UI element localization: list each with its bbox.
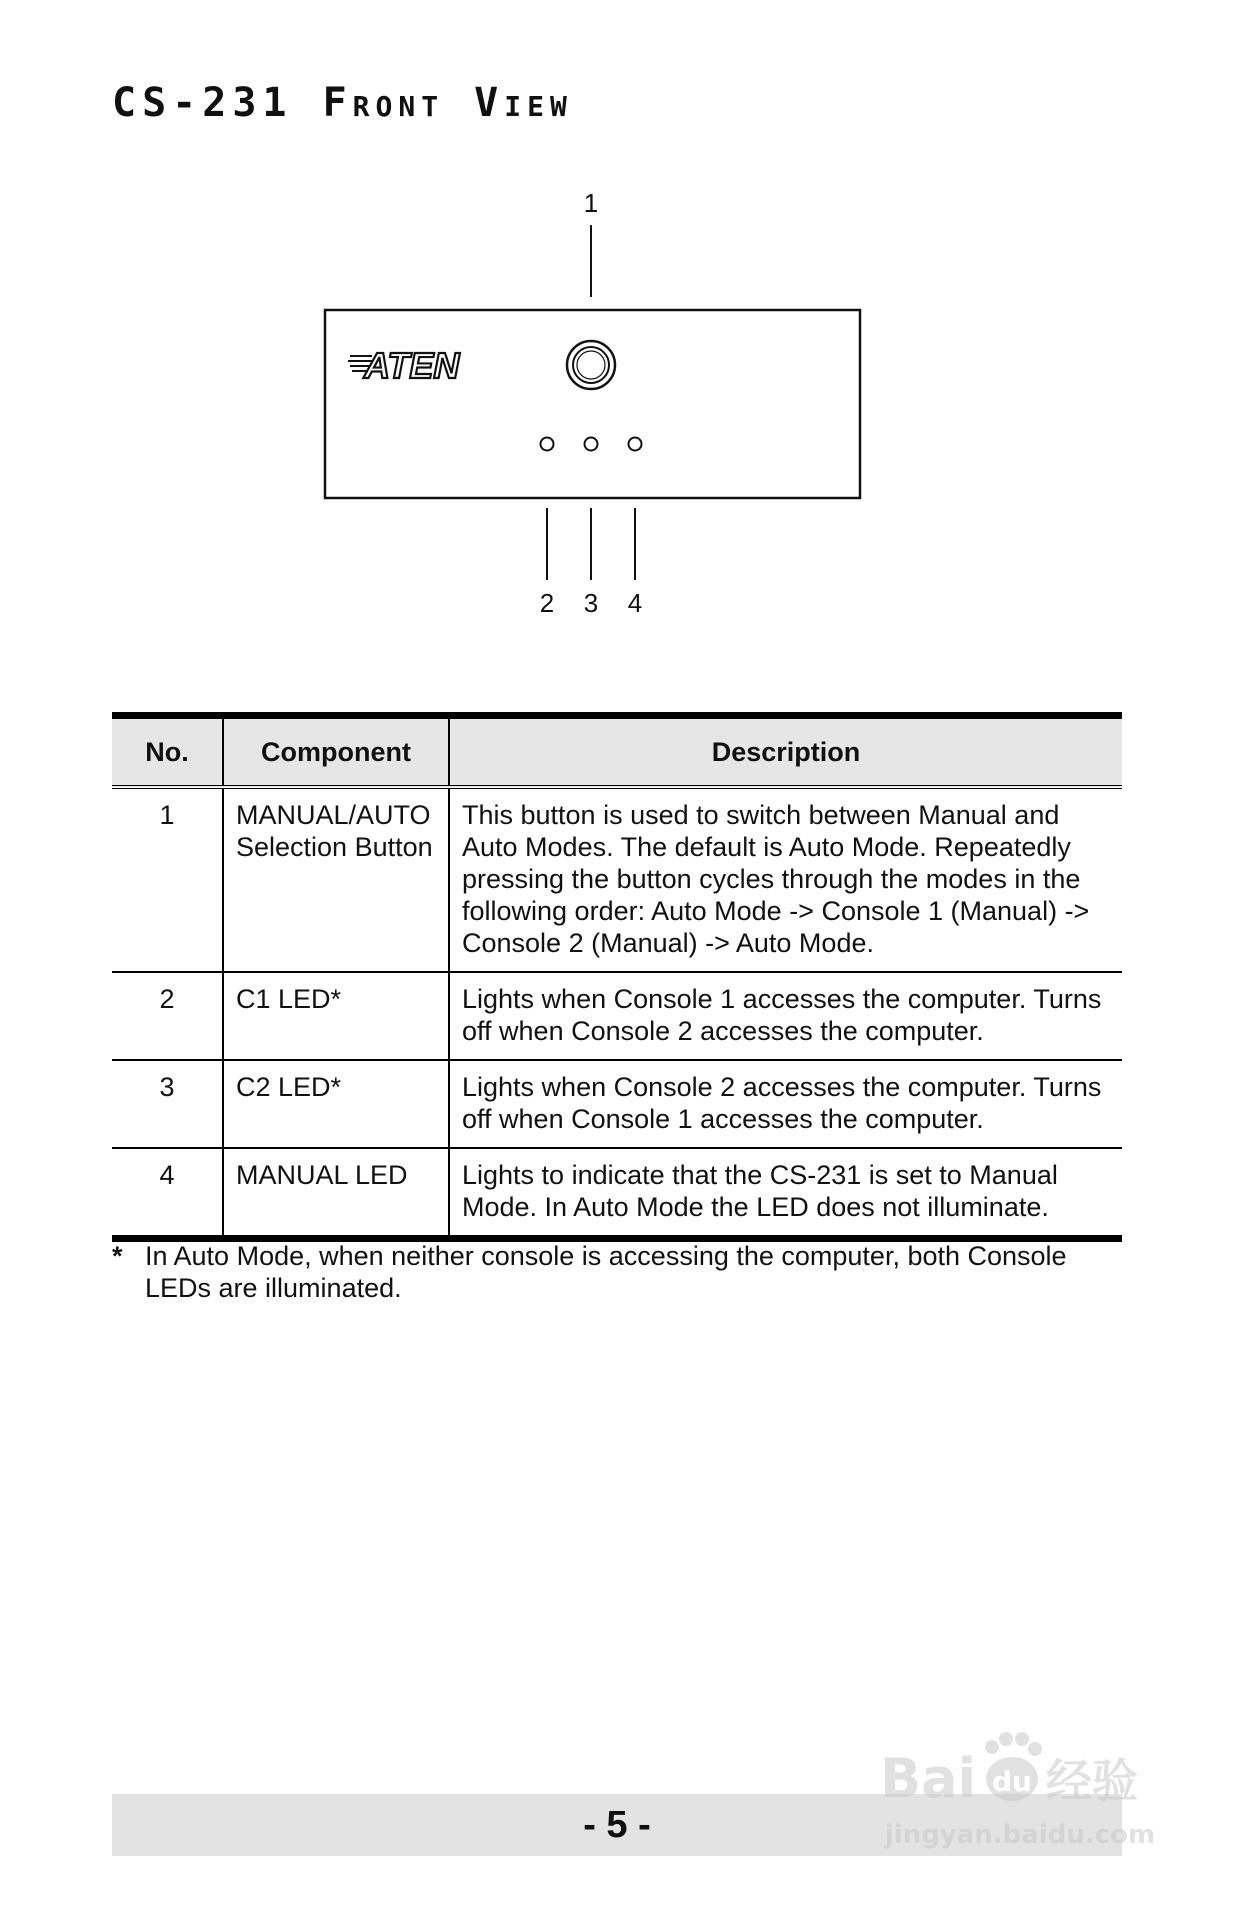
footnote-marker: * — [112, 1241, 123, 1271]
row-component: C1 LED* — [223, 972, 449, 1060]
callout-4-label: 4 — [627, 588, 643, 618]
row-description: This button is used to switch between Manual and Auto Modes. The default is Auto Mode. Repeatedly pressing the button cycles through the modes in the following order: Auto Mode -> Console 1 (Manual) -> Console 2 (Manual) -> Auto Mode. — [449, 787, 1122, 972]
table-header-row — [112, 716, 1122, 788]
callout-2-label: 2 — [539, 588, 555, 618]
manual-auto-button-drawing — [567, 341, 615, 389]
callout-3-label: 3 — [583, 588, 599, 618]
page-number: - 5 - — [583, 1804, 651, 1846]
table-row — [112, 972, 1122, 1060]
table-row — [112, 787, 1122, 972]
header-component: Component — [223, 716, 449, 788]
watermark-paw-text: du — [992, 1765, 1032, 1798]
baidu-watermark — [870, 1725, 1170, 1855]
manual-led-drawing — [629, 438, 642, 451]
c2-led-drawing — [585, 438, 598, 451]
components-table — [112, 712, 1122, 1242]
row-description: Lights when Console 2 accesses the computer. Turns off when Console 1 accesses the computer. — [449, 1060, 1122, 1148]
header-description: Description — [449, 716, 1122, 788]
watermark-url: jingyan.baidu.com — [884, 1820, 1156, 1850]
brand-text: ATEN — [364, 345, 460, 386]
row-number: 2 — [112, 972, 223, 1060]
table-row — [112, 1060, 1122, 1148]
c1-led-drawing — [541, 438, 554, 451]
page-title: CS-231 Front View — [112, 80, 573, 126]
footnote-text: In Auto Mode, when neither console is accessing the computer, both Console LEDs are illuminated. — [145, 1241, 1067, 1303]
device-front-panel — [325, 310, 860, 498]
row-number: 3 — [112, 1060, 223, 1148]
header-no: No. — [112, 716, 223, 788]
row-component: MANUAL/AUTO Selection Button — [223, 787, 449, 972]
row-description: Lights when Console 1 accesses the computer. Turns off when Console 2 accesses the computer. — [449, 972, 1122, 1060]
row-number: 4 — [112, 1148, 223, 1239]
row-component: MANUAL LED — [223, 1148, 449, 1239]
footnote — [112, 1240, 1122, 1304]
callout-1-label: 1 — [583, 188, 599, 218]
row-number: 1 — [112, 787, 223, 972]
watermark-cn: 经验 — [1046, 1754, 1138, 1808]
watermark-brand: Bai — [880, 1747, 977, 1810]
row-component: C2 LED* — [223, 1060, 449, 1148]
front-view-diagram — [0, 0, 1244, 640]
row-description: Lights to indicate that the CS-231 is set to Manual Mode. In Auto Mode the LED does not illuminate. — [449, 1148, 1122, 1239]
aten-logo — [348, 345, 460, 386]
table-row — [112, 1148, 1122, 1239]
